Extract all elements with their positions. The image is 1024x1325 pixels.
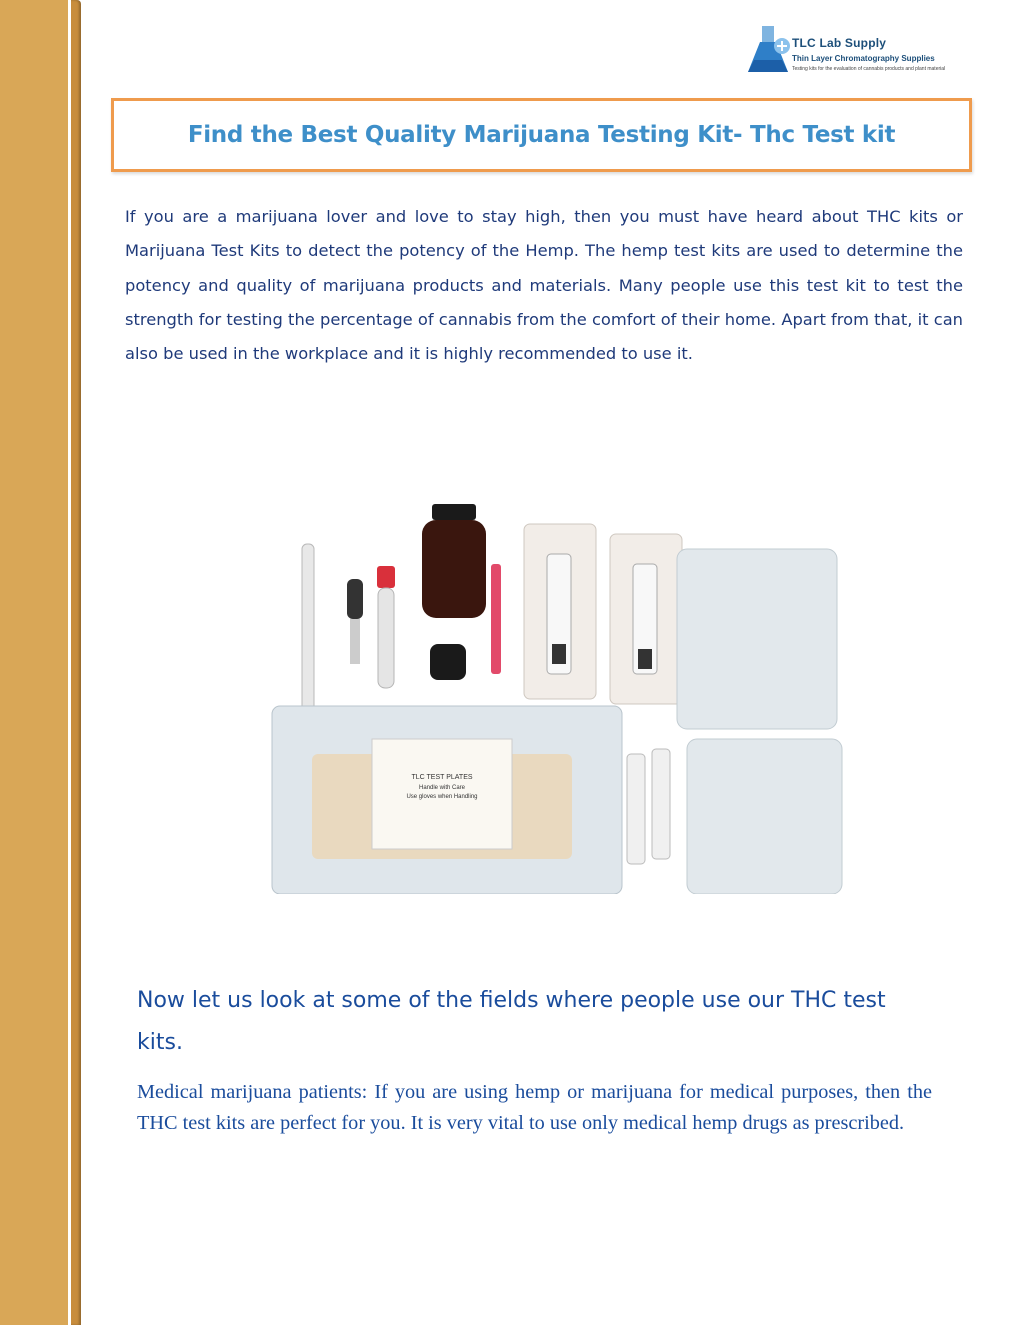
thc-test-kit-photo (262, 494, 862, 894)
plate-label-3: Use gloves when Handling (406, 794, 478, 800)
medical-patients-paragraph: Medical marijuana patients: If you are using hemp or marijuana for medical purposes, then the THC test kits are perfect for you. It is very vital to use only medical hemp drugs as prescribed. (137, 1081, 932, 1134)
plate-label-2: Handle with Care (418, 785, 466, 791)
logo-subtitle: Thin Layer Chromatography Supplies (792, 54, 935, 63)
logo-name: TLC Lab Supply (792, 36, 887, 50)
intro-paragraph: If you are a marijuana lover and love to stay high, then you must have heard about THC kits or Marijuana Test Kits to detect the potency of the Hemp. The hemp test kits are used to determine the potency and quality of marijuana products and materials. Many people use this test kit to test the strength for testing the percentage of cannabis from the comfort of their home. Apart from that, it can also be used in the workplace and it is highly recommended to use it. (125, 207, 963, 364)
logo-tagline: Testing kits for the evaluation of cannabis products and plant material (792, 66, 946, 72)
tlc-lab-supply-logo (748, 24, 983, 84)
plate-label-1: TLC TEST PLATES (411, 774, 473, 781)
page-title: Find the Best Quality Marijuana Testing Kit- Thc Test kit (187, 122, 896, 148)
decorative-side-line (71, 0, 81, 1325)
section-heading: Now let us look at some of the fields where people use our THC test kits. (137, 988, 886, 1055)
title-box (111, 98, 972, 172)
flask-icon (748, 24, 792, 76)
decorative-side-bar (0, 0, 68, 1325)
